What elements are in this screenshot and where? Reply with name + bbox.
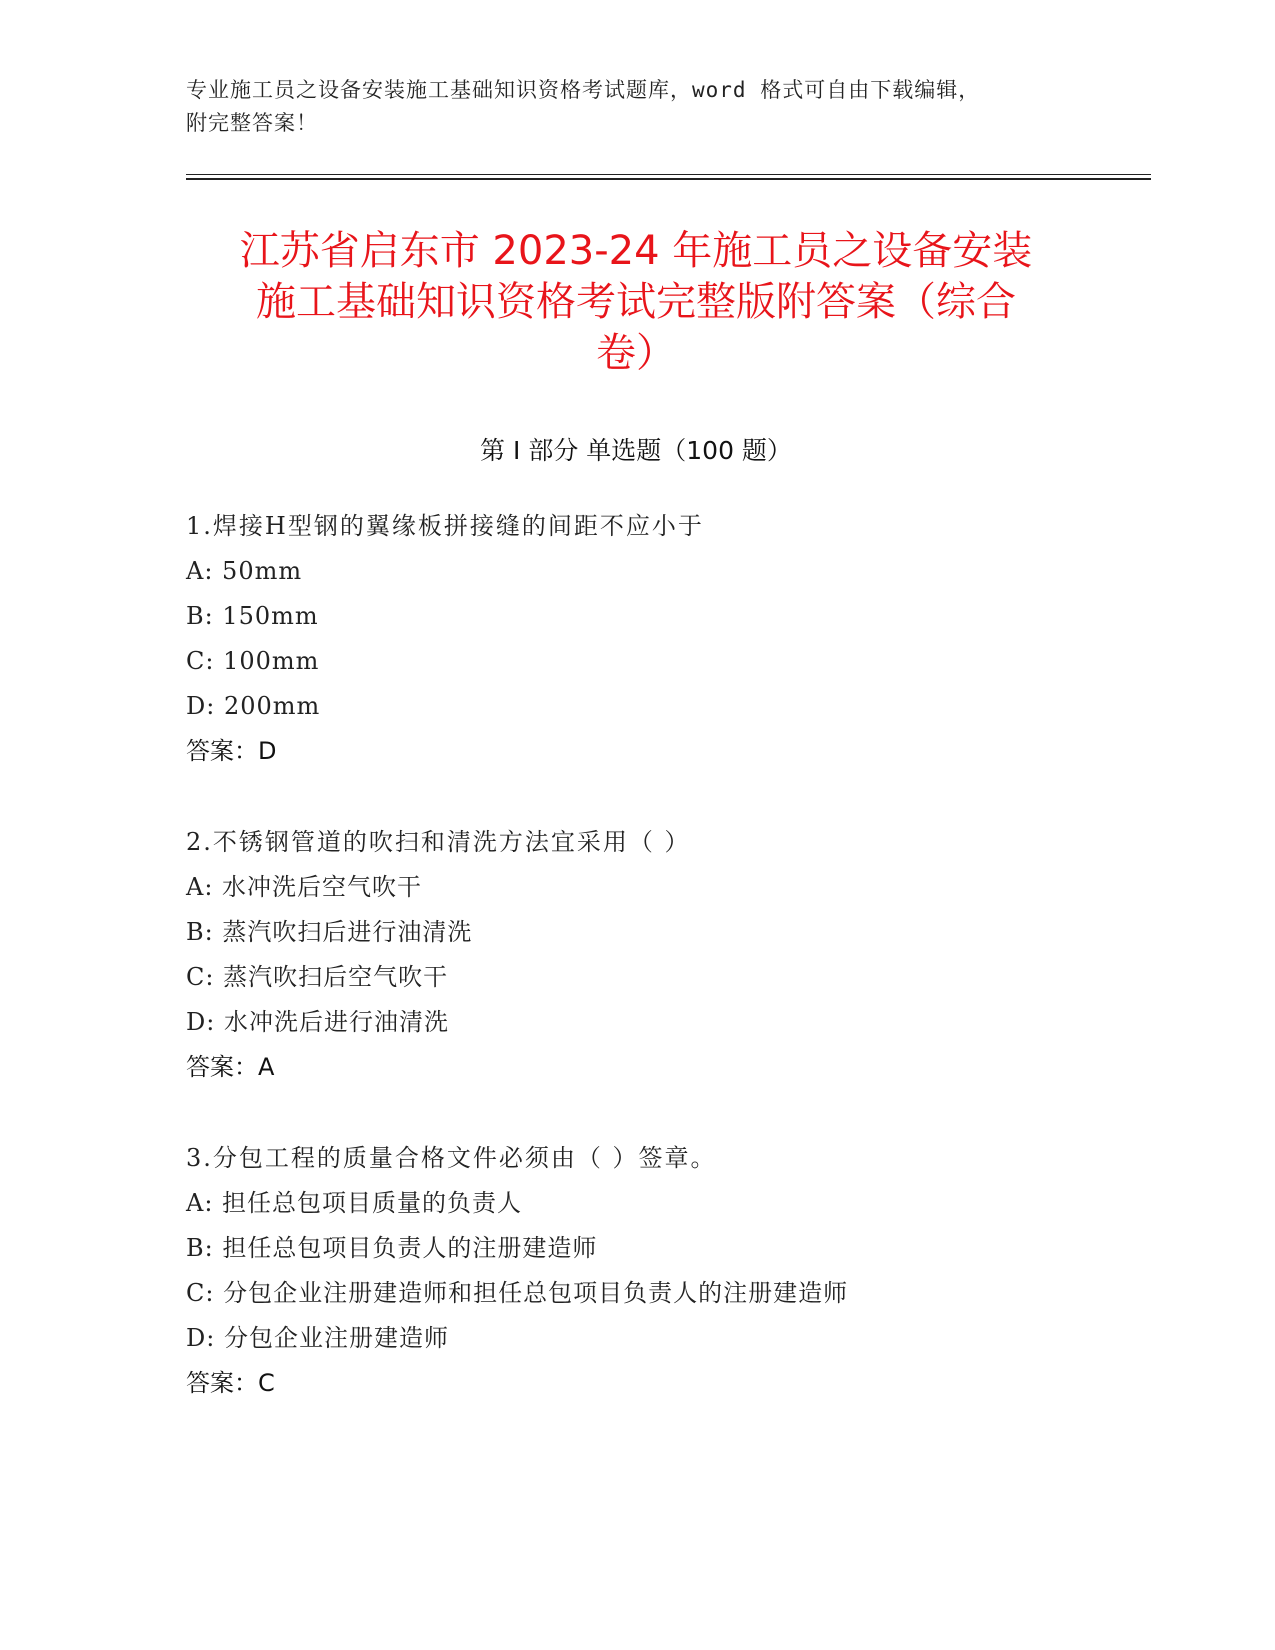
option-d: D: 200mm — [186, 692, 321, 720]
option-b: B: 蒸汽吹扫后进行油清洗 — [186, 918, 473, 946]
option-b: B: 150mm — [186, 602, 319, 630]
title-line: 卷） — [596, 330, 676, 376]
option-d: D: 水冲洗后进行油清洗 — [186, 1008, 449, 1036]
header-divider-thick — [186, 178, 1151, 180]
option-b: B: 担任总包项目负责人的注册建造师 — [186, 1234, 598, 1262]
document-title — [186, 226, 1086, 379]
question-item — [186, 504, 1146, 774]
option-d: D: 分包企业注册建造师 — [186, 1324, 449, 1352]
answer-line: 答案：D — [186, 737, 277, 765]
question-stem: 1.焊接H型钢的翼缘板拼接缝的间距不应小于 — [186, 512, 704, 540]
question-item — [186, 820, 1146, 1090]
title-line: 江苏省启东市 2023-24 年施工员之设备安装 — [239, 228, 1033, 274]
option-a: A: 担任总包项目质量的负责人 — [186, 1189, 523, 1217]
question-stem: 2.不锈钢管道的吹扫和清洗方法宜采用（ ） — [186, 828, 691, 856]
question-stem: 3.分包工程的质量合格文件必须由（ ）签章。 — [186, 1144, 717, 1172]
option-c: C: 分包企业注册建造师和担任总包项目负责人的注册建造师 — [186, 1279, 849, 1307]
option-c: C: 100mm — [186, 647, 320, 675]
header-divider-thin — [186, 174, 1151, 175]
option-a: A: 水冲洗后空气吹干 — [186, 873, 423, 901]
section-title: 第 I 部分 单选题（100 题） — [480, 436, 792, 465]
option-a: A: 50mm — [186, 557, 303, 585]
title-line: 施工基础知识资格考试完整版附答案（综合 — [256, 279, 1016, 325]
header-note-line: 专业施工员之设备安装施工基础知识资格考试题库，word 格式可自由下载编辑， — [186, 78, 981, 102]
option-c: C: 蒸汽吹扫后空气吹干 — [186, 963, 449, 991]
question-item — [186, 1136, 1146, 1406]
header-note — [186, 74, 1066, 140]
answer-line: 答案：A — [186, 1053, 275, 1081]
answer-line: 答案：C — [186, 1369, 275, 1397]
header-note-line: 附完整答案！ — [186, 111, 318, 135]
